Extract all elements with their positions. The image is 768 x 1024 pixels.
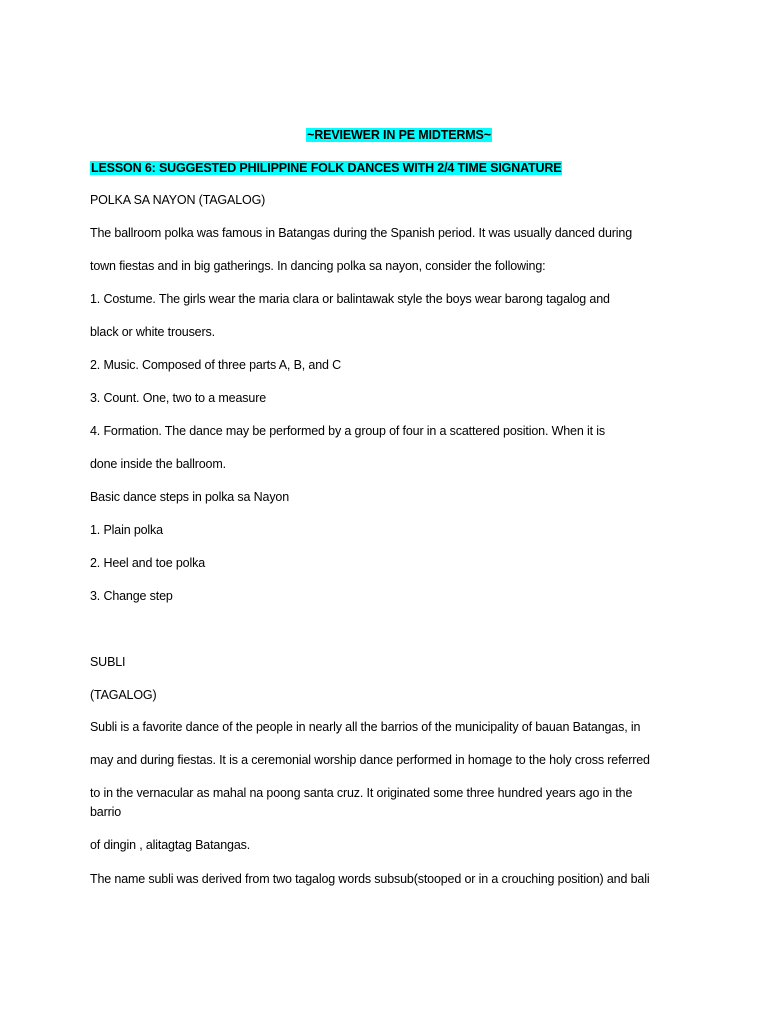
section-subheading-region: (TAGALOG) — [90, 688, 157, 702]
list-item-step: 1. Plain polka — [90, 523, 163, 537]
paragraph-line: barrio — [90, 805, 122, 819]
list-item-music: 2. Music. Composed of three parts A, B, and C — [90, 358, 342, 372]
paragraph-line: town fiestas and in big gatherings. In dancing polka sa nayon, consider the following: — [90, 259, 546, 273]
paragraph-line: of dingin , alitagtag Batangas. — [90, 838, 251, 852]
paragraph-line: The ballroom polka was famous in Batangas during the Spanish period. It was usually danced during — [90, 226, 633, 240]
lesson-heading-highlight: LESSON 6: SUGGESTED PHILIPPINE FOLK DANCES WITH 2/4 TIME SIGNATURE — [91, 161, 562, 175]
list-item-step: 2. Heel and toe polka — [90, 556, 205, 570]
paragraph-line: The name subli was derived from two tagalog words subsub(stooped or in a crouching position) and bali — [90, 872, 650, 886]
subheading-basic-steps: Basic dance steps in polka sa Nayon — [90, 490, 290, 504]
paragraph-line: black or white trousers. — [90, 325, 215, 339]
list-item-costume: 1. Costume. The girls wear the maria clara or balintawak style the boys wear barong tagalog and — [90, 292, 610, 306]
lesson-heading — [90, 160, 562, 176]
paragraph-line: done inside the ballroom. — [90, 457, 226, 471]
section-heading-polka: POLKA SA NAYON (TAGALOG) — [90, 193, 266, 207]
paragraph-line: to in the vernacular as mahal na poong santa cruz. It originated some three hundred years ago in the — [90, 786, 633, 800]
paragraph-line: may and during fiestas. It is a ceremonial worship dance performed in homage to the holy cross referred — [90, 753, 650, 767]
list-item-step: 3. Change step — [90, 589, 173, 603]
list-item-count: 3. Count. One, two to a measure — [90, 391, 267, 405]
section-heading-subli: SUBLI — [90, 655, 126, 669]
paragraph-line: Subli is a favorite dance of the people in nearly all the barrios of the municipality of bauan Batangas, in — [90, 720, 641, 734]
document-title — [0, 127, 768, 143]
title-highlight: ~REVIEWER IN PE MIDTERMS~ — [307, 128, 491, 142]
list-item-formation: 4. Formation. The dance may be performed by a group of four in a scattered position. When it is — [90, 424, 605, 438]
